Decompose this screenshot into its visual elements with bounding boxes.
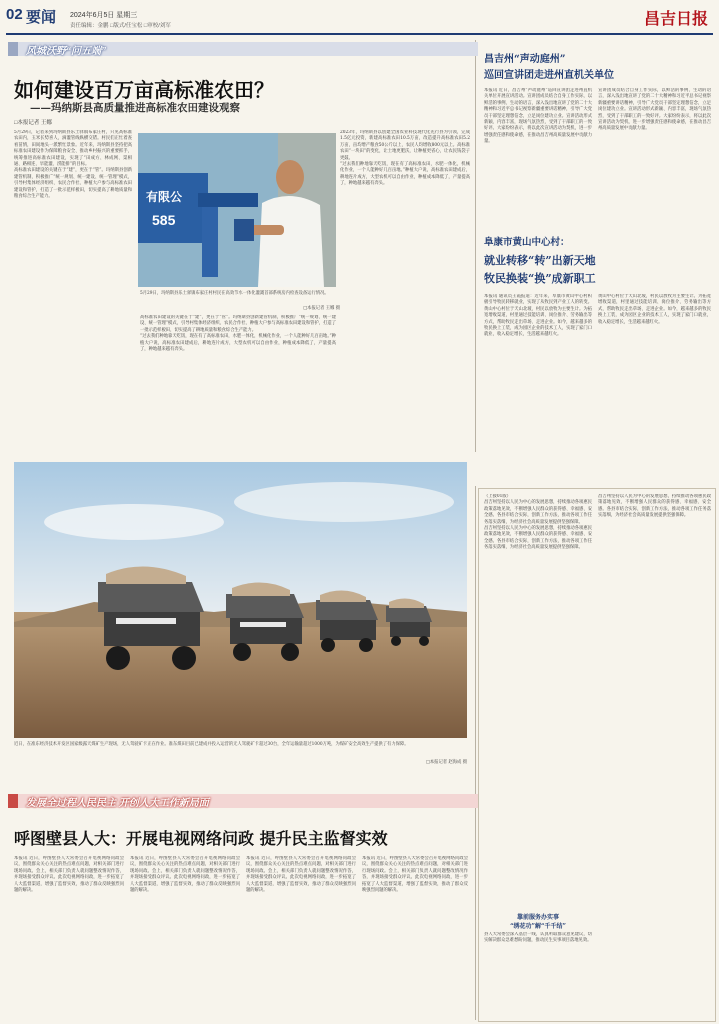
column-divider — [475, 40, 476, 452]
right-mid-headline-2: 牧民换装“换”成新职工 — [484, 272, 596, 285]
photo-caption: 5月29日，玛纳斯县乐土驿镇布家庄村村民在高效节水一体化灌溉首部系统房内检查设备运行情况。 — [140, 291, 329, 296]
right-top-body-col2: 宣讲团成员结合自身工作实际，以鲜活的事例、生动的语言，深入浅出地宣讲了党的二十大精神和习近平总书记视察新疆重要讲话精神，引导广大党员干部坚定理想信念，立足岗位建功立业。宣讲活动形式新颖、内容丰富，现场气氛热烈，受到了干部职工的一致好评。大家纷纷表示，将以此次宣讲活动为契机，进一步增强责任感和使命感，在推动昌吉州高质量发展中贡献力量。 — [598, 88, 711, 132]
right-top-headline-1: 昌吉州“声动庭州” — [484, 54, 566, 65]
bottom-headline: 呼图壁县人大：开展电视网络问政 提升民主监督实效 — [14, 829, 388, 848]
article-subheadline: ——玛纳斯县高质量推进高标准农田建设观察 — [30, 102, 240, 114]
article-headline: 如何建设百万亩高标准农田？ — [14, 78, 274, 102]
section-banner-red — [8, 794, 478, 808]
photo2-caption: 近日，在准东经济技术开发区国家级露天煤矿生产现场，无人驾驶矿卡正在作业。准东煤田目前已建成并投入运营的无人驾驶矿卡超过30台，全年运输量超过1000万吨，为煤矿安全高效生产提供了有力保障。 — [14, 742, 409, 747]
photo-mining-trucks — [14, 462, 467, 738]
svg-text:有限公: 有限公 — [146, 190, 183, 204]
photo2-credit: □本报记者 赵海成 摄 — [425, 760, 467, 765]
trucks-illustration — [14, 462, 467, 738]
issue-date: 2024年6月5日 星期三 — [70, 12, 138, 19]
right-mid-kicker: 阜康市黄山中心村： — [484, 237, 570, 248]
bottom-body-col2: 本报讯 近日，呼图壁县人大常委会召开电视网络问政会议，围绕群众关心关注的热点难点问题，对相关部门进行现场问政。会上，相关部门负责人就问题整改情况作答，并现场接受群众评议。此次电视网络问政，进一步拓宽了人大监督渠道，增强了监督实效，推动了群众反映强烈问题的解决。 — [130, 856, 240, 894]
editor-meta: 责任编辑：金鹏 □版式/任宝松 □审校/刘军 — [70, 23, 171, 29]
right-mid-headline-1: 就业转移“转”出新天地 — [484, 254, 596, 267]
article-body-col2: 高标准农田建设的关键在于“建”，更在于“管”。玛纳斯县创新建管机制，积极推广“统一规划、统一建设、统一管理”模式，引导村集体经济组织、农民合作社、种植大户参与高标准农田建设和管护，打造了一批示范样板田，切实提高了耕地质量和粮食综合生产能力。 “过去我们种地靠天吃饭，现在有了高标准农田，水肥一体化，机械化作业，一个人能种好几百亩地。”种植大户说，高标准农田建成后，耕地连片成方，大型农机可以自由作业，种植成本降低了，产量提高了，种地越来越有奔头。 — [140, 315, 336, 353]
section-banner — [8, 42, 478, 56]
right-top-body-col1: 本报讯 近日，昌吉州“声动庭州”巡回宣讲团走进州直机关单位开展宣讲活动。宣讲团成员结合自身工作实际，以鲜活的事例、生动的语言，深入浅出地宣讲了党的二十大精神和习近平总书记视察新疆重要讲话精神，引导广大党员干部坚定理想信念，立足岗位建功立业。宣讲活动形式新颖、内容丰富，现场气氛热烈，受到了干部职工的一致好评。大家纷纷表示，将以此次宣讲活动为契机，进一步增强责任感和使命感，在推动昌吉州高质量发展中贡献力量。 — [484, 88, 592, 145]
banner-red-text: 发展全过程人民民主 开创人大工作新局面 — [26, 798, 209, 809]
right-lower-subhead-1: 靠前服务办实事 — [516, 914, 559, 921]
photo-farmer-pump — [138, 133, 336, 287]
header-rule — [6, 33, 713, 35]
banner-text: 风城沃野“问五端” — [26, 46, 106, 57]
right-lower-subhead-2: “绣花功”解“千千结” — [510, 923, 566, 930]
bottom-body-col3: 本报讯 近日，呼图壁县人大常委会召开电视网络问政会议，围绕群众关心关注的热点难点问题，对相关部门进行现场问政。会上，相关部门负责人就问题整改情况作答，并现场接受群众评议。此次电视网络问政，进一步拓宽了人大监督渠道，增强了监督实效，推动了群众反映强烈问题的解决。 — [246, 856, 356, 894]
page-number: 02 — [6, 6, 23, 23]
section-name: 要闻 — [26, 9, 57, 26]
farmer-photo-illustration — [138, 133, 336, 287]
photo-credit: □本报记者 王娜 摄 — [303, 306, 340, 311]
svg-text:585: 585 — [152, 212, 176, 228]
column-divider — [475, 486, 476, 1020]
right-lower-body-col1: （上接01版） 昌吉州坚持以人民为中心的发展思想，持续推动各项惠民政策落地见效，不断增强人民群众的获得感、幸福感、安全感。各县市结合实际，创新工作方法，推动各项工作任务落实落细，为经济社会高质量发展提供坚强保障。 昌吉州坚持以人民为中心的发展思想，持续推动各项惠民政策落地见效，不断增强人民群众的获得感、幸福感、安全感。各县市结合实际，创新工作方法，推动各项工作任务落实落细，为经济社会高质量发展提供坚强保障。 — [484, 494, 592, 551]
article-body-col3: 2023年，玛纳斯县以创建全国农业科技现代化先行县为引领，完成1.5亿元投资，新建高标准农田10.5万亩，改造提升高标准农田5.2万亩，亩均增产粮食50公斤以上，农民人均增收800元以上。高标准农田“一块田”的变化，让土地更肥沃，让种植更省心，让农民钱袋子更鼓。 “过去我们种地靠天吃饭，现在有了高标准农田，水肥一体化，机械化作业，一个人能种好几百亩地。”种植大户说，高标准农田建成后，耕地连片成方，大型农机可以自由作业，种植成本降低了，产量提高了，种地越来越有奔头。 — [340, 130, 470, 187]
right-mid-body-col2: 黄山中心村位于天山北坡，村民以放牧为主要生计。为拓宽增收渠道，村里通过技能培训、岗位推介、劳务输出等方式，帮助牧民走出草场、走进企业。如今，越来越多的牧民换上工装，成为园区企业的技术工人，实现了家门口就业，收入稳定增长，生活越来越红火。 — [598, 294, 711, 325]
article-byline: □本报记者 王娜 — [14, 120, 52, 126]
bottom-body-col4: 本报讯 近日，呼图壁县人大常委会召开电视网络问政会议，围绕群众关心关注的热点难点问题，对相关部门进行现场问政。会上，相关部门负责人就问题整改情况作答，并现场接受群众评议。此次电视网络问政，进一步拓宽了人大监督渠道，增强了监督实效，推动了群众反映强烈问题的解决。 — [362, 856, 468, 894]
right-top-headline-2: 巡回宣讲团走进州直机关单位 — [484, 70, 614, 81]
newspaper-logo: 昌吉日报 — [644, 9, 709, 28]
article-body-col1: 5月29日，记者来到玛纳斯县乐土驿镇布家庄村，只见高标准农田内，玉米长势喜人，滴灌管线纵横交错。村民们正忙着查看苗情，田间地头一派繁忙景象。近年来，玛纳斯县坚持把高标准农田建设作为保障粮食安全、推动乡村振兴的重要抓手，统筹推进高标准农田建设，实现了“田成方、林成网、渠相通、路相连、旱能灌、涝能排”的目标。 高标准农田建设的关键在于“建”，更在于“管”。玛纳斯县创新建管机制，积极推广“统一规划、统一建设、统一管理”模式，引导村集体经济组织、农民合作社、种植大户参与高标准农田建设和管护，打造了一批示范样板田，切实提高了耕地质量和粮食综合生产能力。 — [14, 130, 132, 200]
right-lower-body-col1b: 县人大常委会深入基层一线，认真听取群众意见建议，切实解决群众急难愁盼问题，推动民生实事项目落地见效。 — [484, 932, 592, 944]
right-lower-body-col2: 昌吉州坚持以人民为中心的发展思想，持续推动各项惠民政策落地见效，不断增强人民群众的获得感、幸福感、安全感。各县市结合实际，创新工作方法，推动各项工作任务落实落细，为经济社会高质量发展提供坚强保障。 — [598, 494, 711, 519]
bottom-body-col1: 本报讯 近日，呼图壁县人大常委会召开电视网络问政会议，围绕群众关心关注的热点难点问题，对相关部门进行现场问政。会上，相关部门负责人就问题整改情况作答，并现场接受群众评议。此次电视网络问政，进一步拓宽了人大监督渠道，增强了监督实效，推动了群众反映强烈问题的解决。 — [14, 856, 124, 894]
right-mid-body-col1: 本报讯 通讯员王霞报道：近年来，阜康市黄山中心村积极引导牧民转移就业，实现了从牧民到产业工人的转变。黄山中心村位于天山北坡，村民以放牧为主要生计。为拓宽增收渠道，村里通过技能培训、岗位推介、劳务输出等方式，帮助牧民走出草场、走进企业。如今，越来越多的牧民换上工装，成为园区企业的技术工人，实现了家门口就业，收入稳定增长，生活越来越红火。 — [484, 294, 592, 338]
